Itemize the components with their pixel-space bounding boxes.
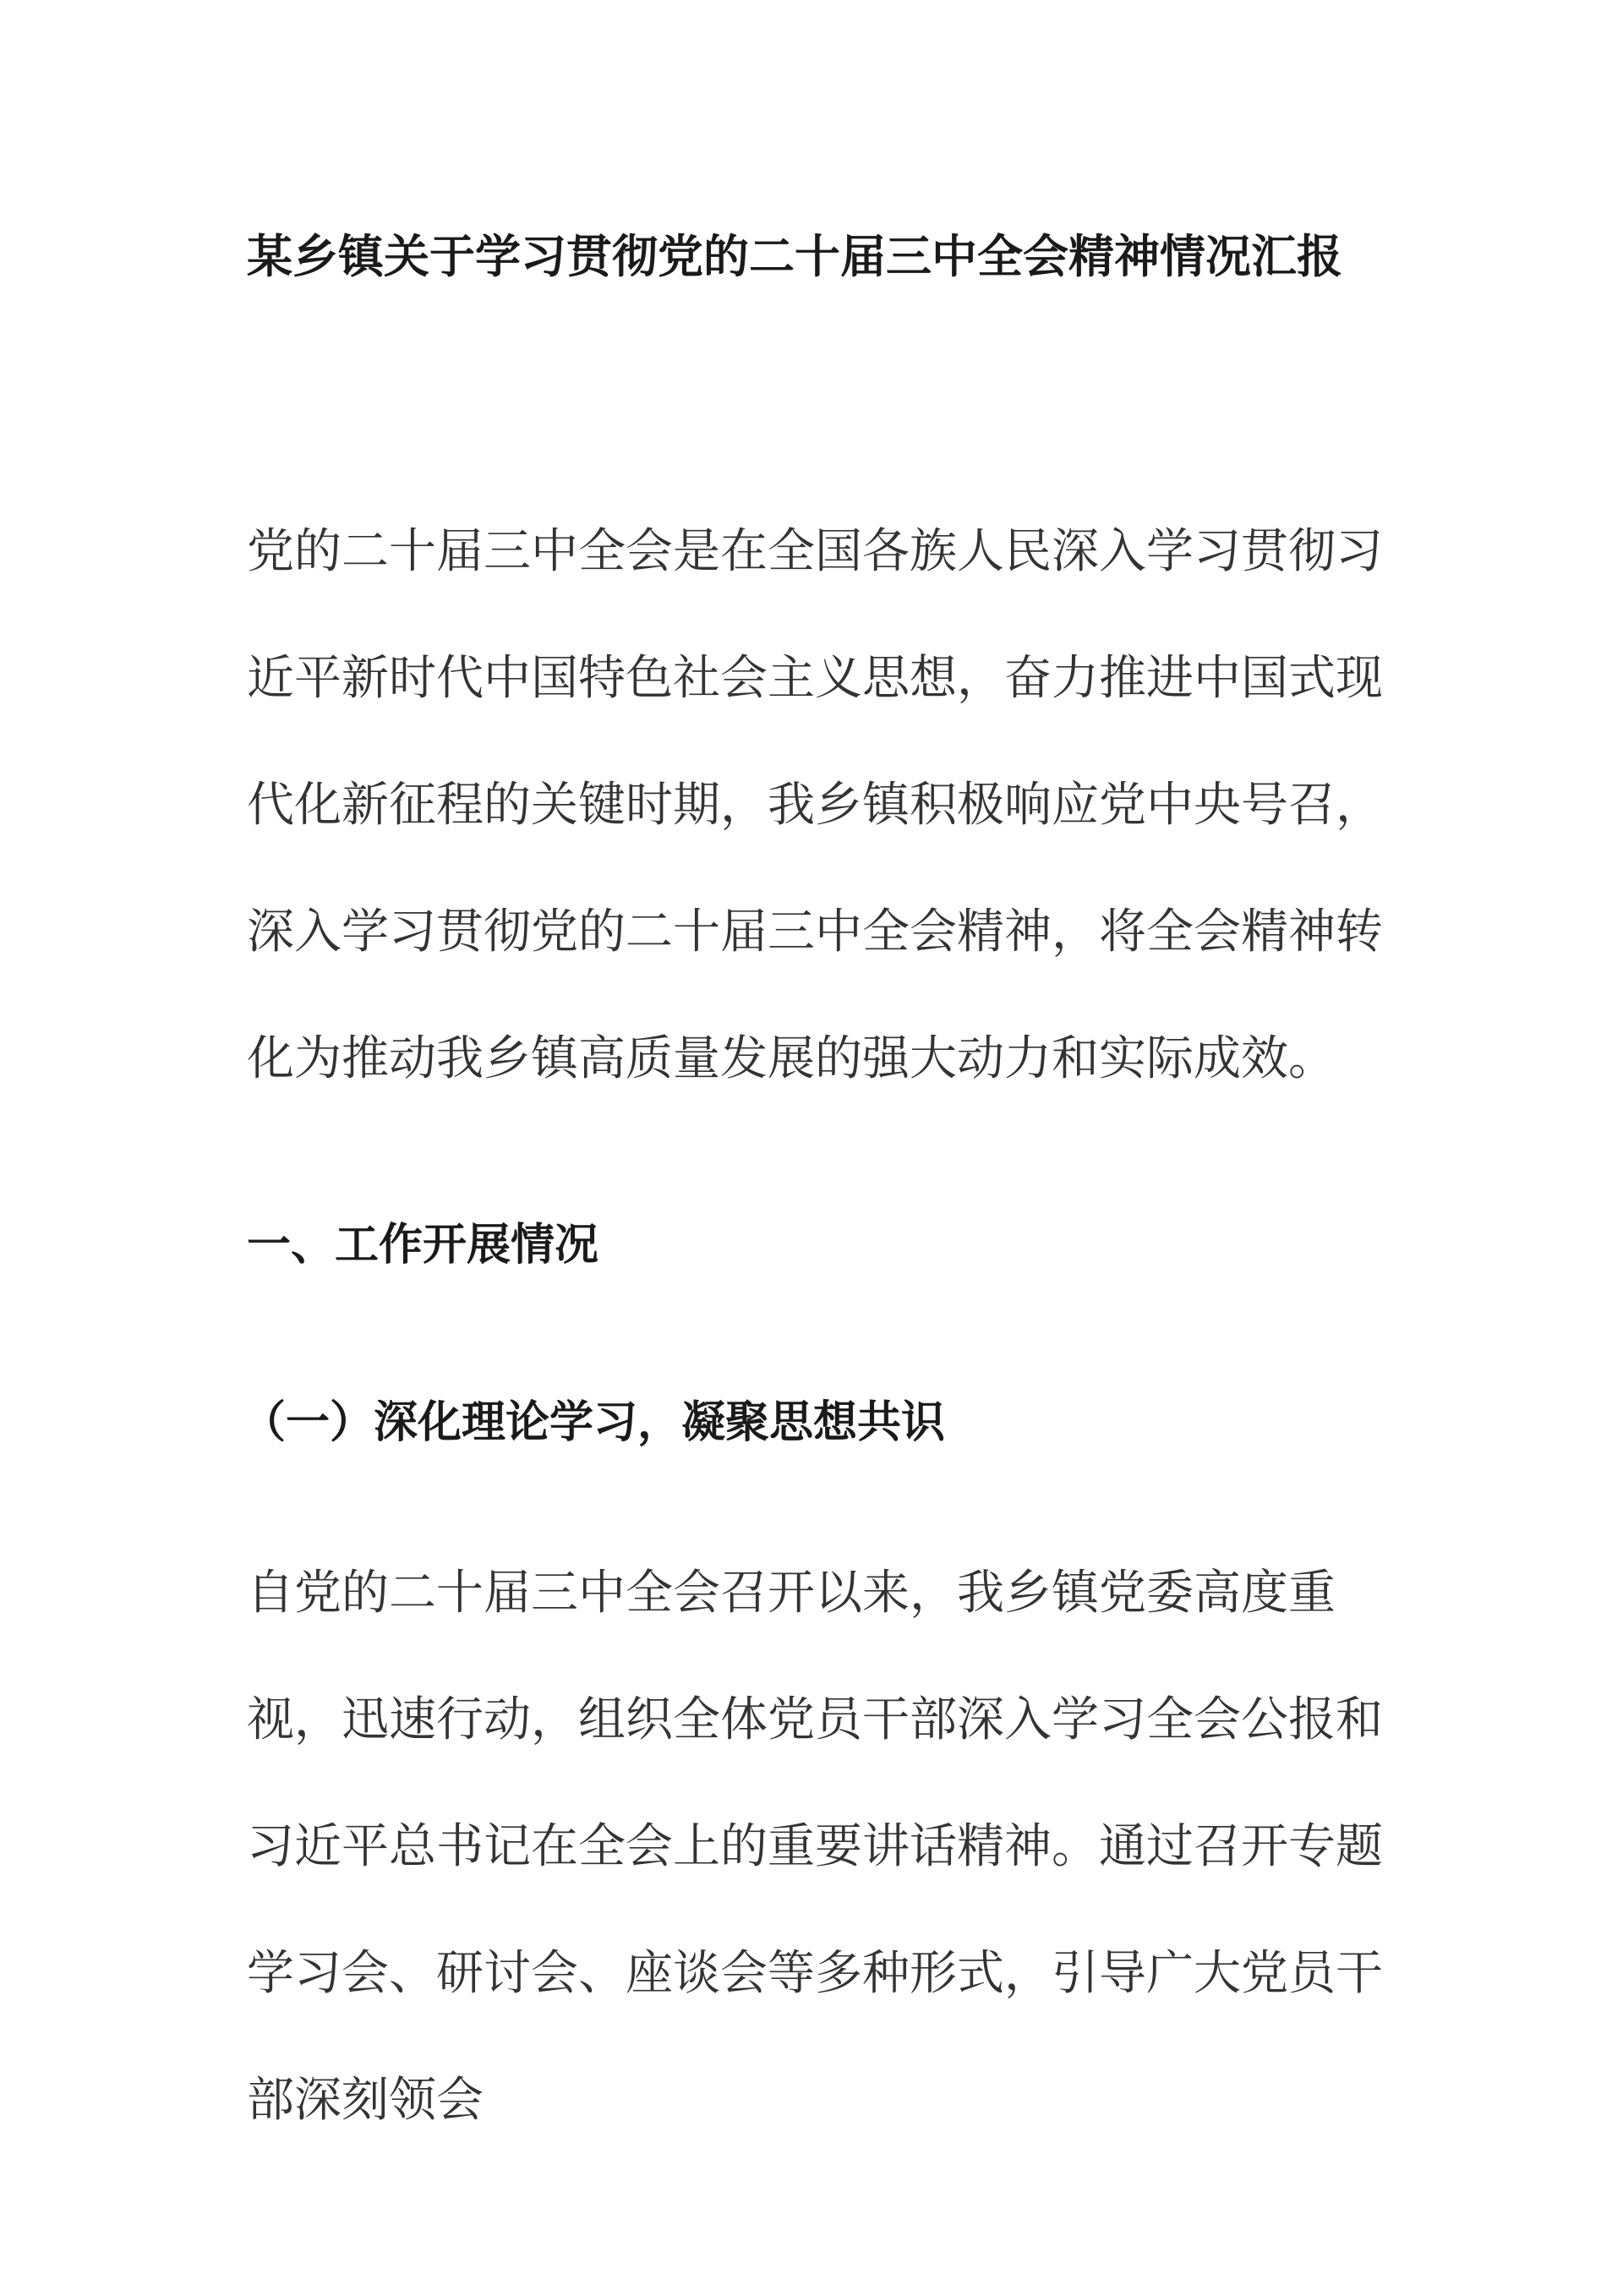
section-heading: 一、工作开展情况 [247, 1220, 599, 1271]
document-title: 某乡镇关于学习贯彻党的二十届三中全会精神情况汇报 [247, 230, 1342, 283]
intro-paragraph: 党的二十届三中全会是在全国各族人民深入学习贯彻习近平新时代中国特色社会主义思想，奋力推进中国式现代化新征程的关键时期，我乡镇积极响应党中央号召，深入学习贯彻党的二十届三中全会精神，将全会精神转化为推动我乡镇高质量发展的强大动力和实际成效。 [247, 524, 1383, 1086]
subsection-heading: （一）深化理论学习，凝聚思想共识 [242, 1397, 946, 1448]
body-paragraph: 自党的二十届三中全会召开以来，我乡镇党委高度重视，迅速行动，组织全体党员干部深入学习全会公报和习近平总书记在全会上的重要讲话精神。通过召开专题学习会、研讨会、座谈会等多种形式，引导广大党员干部深刻领会 [247, 1566, 1383, 2128]
